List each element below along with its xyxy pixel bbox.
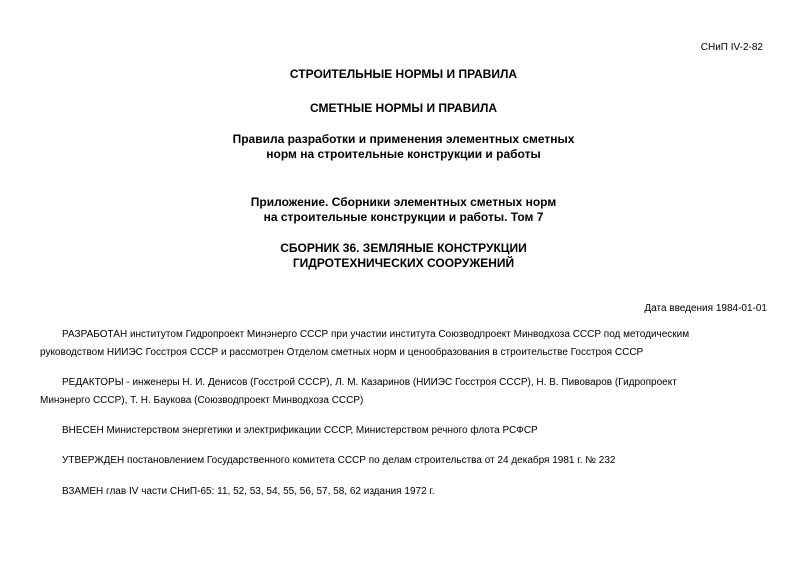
document-code: СНиП IV-2-82 xyxy=(700,42,763,53)
heading-rules-line1: Правила разработки и применения элементных сметных xyxy=(232,132,575,146)
heading-rules-line2: норм на строительные конструкции и работы xyxy=(266,147,541,161)
heading-appendix-line2: на строительные конструкции и работы. Том 7 xyxy=(263,210,544,224)
paragraph-editors-line1: РЕДАКТОРЫ - инженеры Н. И. Денисов (Госстрой СССР), Л. М. Казаринов (НИИЭС Госстроя СССР), Н. В. Пивоваров (Гидропроект xyxy=(62,377,677,388)
heading-building-norms: СТРОИТЕЛЬНЫЕ НОРМЫ И ПРАВИЛА xyxy=(289,67,518,81)
paragraph-developed-line2: руководством НИИЭС Госстроя СССР и рассмотрен Отделом сметных норм и ценообразования в строительстве Госстроя СССР xyxy=(40,347,644,358)
paragraph-replaces xyxy=(40,483,770,501)
heading-estimate-norms: СМЕТНЫЕ НОРМЫ И ПРАВИЛА xyxy=(309,101,498,115)
heading-collection xyxy=(0,241,807,271)
paragraph-replaces-line1: ВЗАМЕН глав IV части СНиП-65: 11, 52, 53, 54, 55, 56, 57, 58, 62 издания 1972 г. xyxy=(62,486,435,497)
heading-appendix-line1: Приложение. Сборники элементных сметных норм xyxy=(250,195,557,209)
heading-appendix xyxy=(0,195,807,225)
paragraph-approved-line1: УТВЕРЖДЕН постановлением Государственного комитета СССР по делам строительства от 24 декабря 1981 г. № 232 xyxy=(62,455,616,466)
paragraph-submitted xyxy=(40,422,770,440)
paragraph-developed-line1: РАЗРАБОТАН институтом Гидропроект Минэнерго СССР при участии института Союзводпроект Минводхоза СССР под методическим xyxy=(62,329,690,340)
intro-date: Дата введения 1984-01-01 xyxy=(644,303,767,314)
paragraph-editors-line2: Минэнерго СССР), Т. Н. Баукова (Союзводпроект Минводхоза СССР) xyxy=(40,395,364,406)
heading-collection-line2: ГИДРОТЕХНИЧЕСКИХ СООРУЖЕНИЙ xyxy=(292,256,515,270)
heading-rules xyxy=(0,132,807,162)
paragraph-approved xyxy=(40,452,770,470)
paragraph-editors xyxy=(40,374,770,410)
paragraph-submitted-line1: ВНЕСЕН Министерством энергетики и электрификации СССР, Министерством речного флота РСФСР xyxy=(62,425,538,436)
paragraph-developed xyxy=(40,326,770,362)
heading-collection-line1: СБОРНИК 36. ЗЕМЛЯНЫЕ КОНСТРУКЦИИ xyxy=(280,241,527,255)
